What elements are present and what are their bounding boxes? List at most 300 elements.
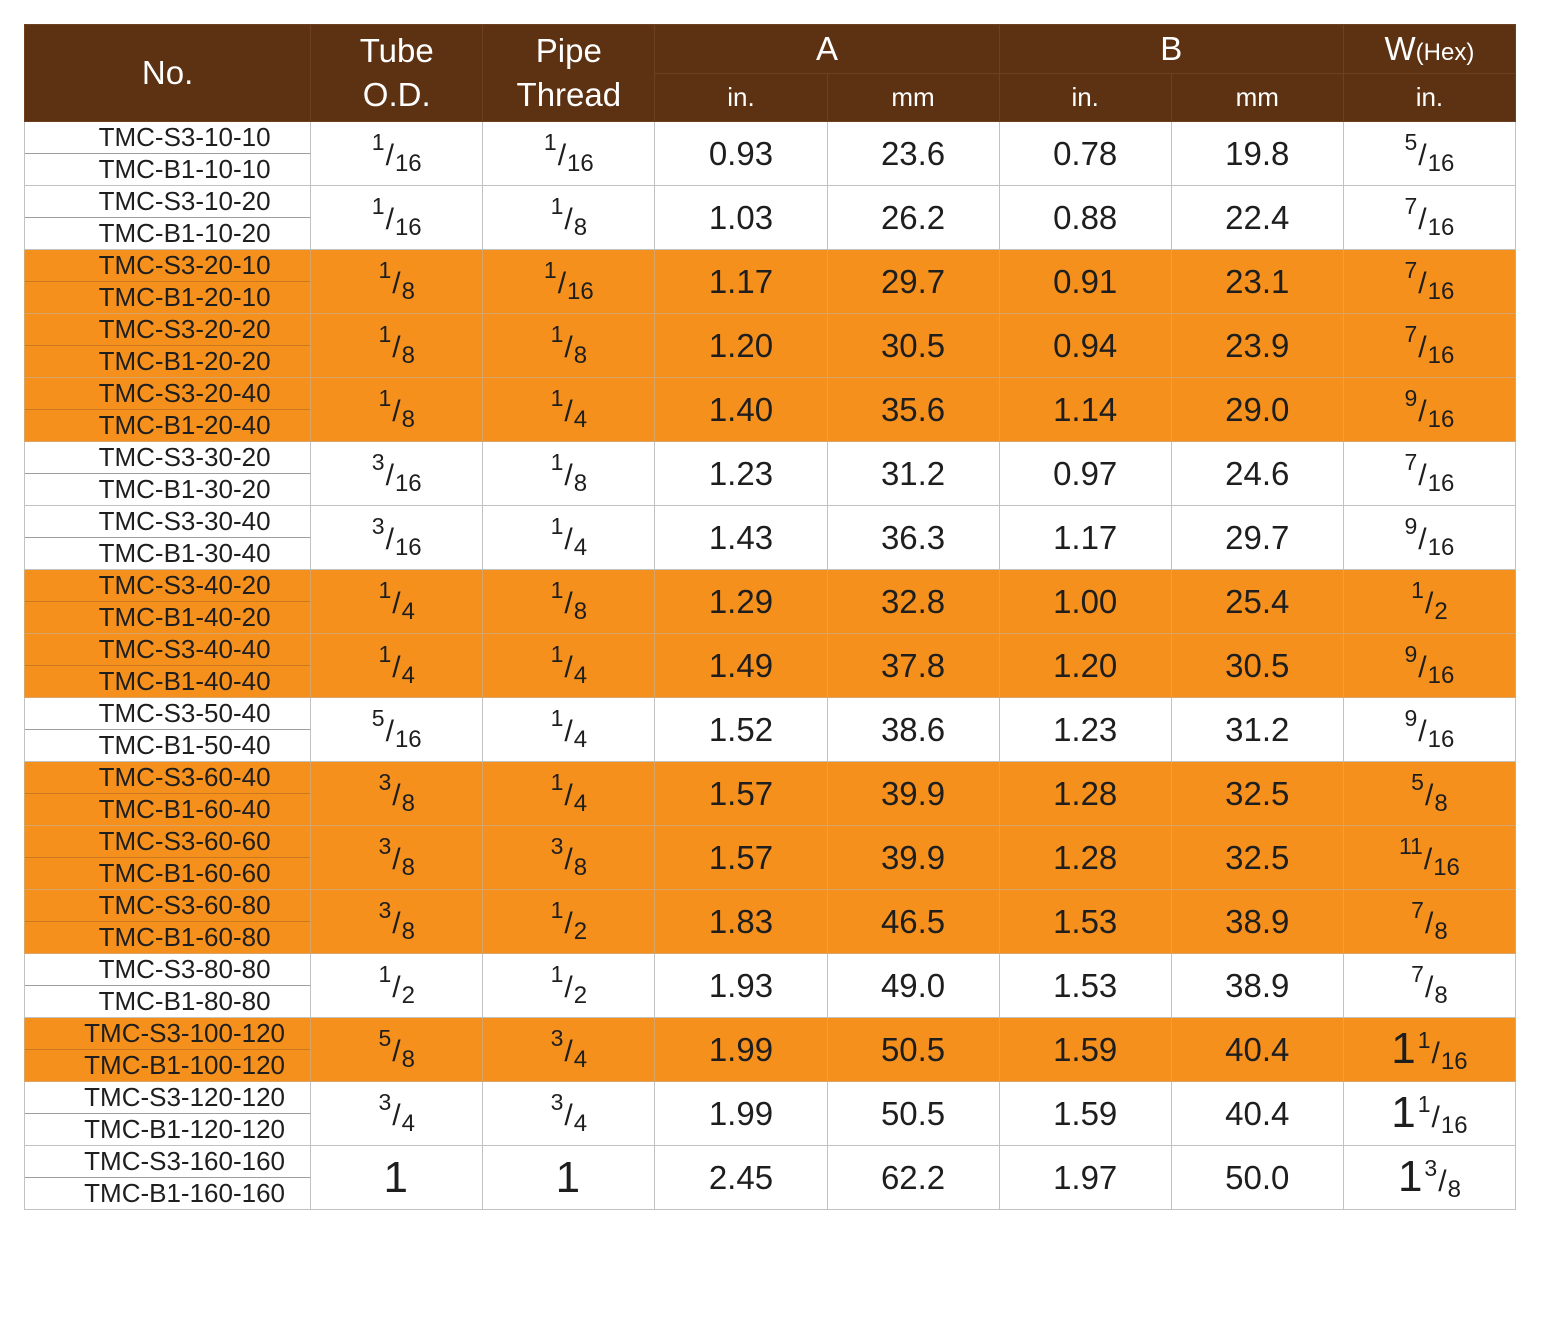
tube-od-cell bbox=[311, 442, 483, 506]
header-b-mm: mm bbox=[1171, 74, 1343, 122]
a-mm-cell: 37.8 bbox=[827, 634, 999, 698]
table-row bbox=[25, 1082, 1516, 1146]
pipe-thread-cell bbox=[483, 506, 655, 570]
numerator: 3 bbox=[1424, 1154, 1438, 1181]
fraction-slash: / bbox=[564, 459, 573, 492]
table-row bbox=[25, 378, 1516, 442]
a-in-cell: 1.57 bbox=[655, 826, 827, 890]
b-mm-cell: 22.4 bbox=[1171, 186, 1343, 250]
b-mm-cell: 32.5 bbox=[1171, 762, 1343, 826]
b-mm-cell: 24.6 bbox=[1171, 442, 1343, 506]
tube-od-cell bbox=[311, 826, 483, 890]
b-in-cell: 0.97 bbox=[999, 442, 1171, 506]
numerator: 3 bbox=[378, 833, 392, 859]
pipe-thread-value bbox=[551, 577, 588, 626]
a-in-cell: 1.43 bbox=[655, 506, 827, 570]
model-number: TMC-S3-100-120 bbox=[25, 1018, 310, 1050]
numerator: 3 bbox=[378, 1089, 392, 1115]
model-number: TMC-S3-40-40 bbox=[25, 634, 310, 666]
denominator: 16 bbox=[1427, 470, 1455, 497]
pipe-thread-value bbox=[551, 513, 588, 562]
denominator: 8 bbox=[401, 278, 415, 305]
a-in-cell: 1.93 bbox=[655, 954, 827, 1018]
denominator: 16 bbox=[394, 470, 422, 497]
b-in-cell: 1.00 bbox=[999, 570, 1171, 634]
hex-cell bbox=[1343, 826, 1515, 890]
model-number: TMC-S3-20-10 bbox=[25, 250, 310, 282]
b-in-cell: 1.59 bbox=[999, 1082, 1171, 1146]
tube-od-cell bbox=[311, 186, 483, 250]
model-number: TMC-B1-100-120 bbox=[84, 1050, 286, 1080]
numerator: 3 bbox=[371, 513, 385, 539]
numerator: 1 bbox=[1417, 1026, 1431, 1053]
numerator: 1 bbox=[550, 577, 564, 603]
model-cell bbox=[25, 634, 311, 698]
b-in-cell: 1.20 bbox=[999, 634, 1171, 698]
pipe-thread-cell bbox=[483, 698, 655, 762]
model-cell bbox=[25, 442, 311, 506]
a-mm-cell: 38.6 bbox=[827, 698, 999, 762]
model-cell bbox=[25, 762, 311, 826]
tube-od-value bbox=[378, 897, 415, 946]
model-number: TMC-B1-20-20 bbox=[98, 346, 271, 376]
fraction-slash: / bbox=[392, 1035, 401, 1068]
denominator: 16 bbox=[394, 726, 422, 753]
fraction-slash: / bbox=[1418, 523, 1427, 556]
denominator: 8 bbox=[573, 854, 588, 881]
denominator: 16 bbox=[1427, 406, 1455, 433]
tube-od-value bbox=[378, 1025, 415, 1074]
model-cell bbox=[25, 122, 311, 186]
model-number: TMC-B1-10-20 bbox=[98, 218, 271, 248]
numerator: 1 bbox=[550, 961, 564, 987]
b-mm-cell: 23.9 bbox=[1171, 314, 1343, 378]
denominator: 4 bbox=[573, 662, 588, 689]
numerator: 1 bbox=[371, 193, 385, 219]
header-w-hex bbox=[1343, 25, 1515, 74]
fraction-slash: / bbox=[1424, 971, 1434, 1004]
model-cell bbox=[25, 826, 311, 890]
hex-value bbox=[1405, 449, 1455, 498]
hex-cell bbox=[1343, 570, 1515, 634]
hex-value bbox=[1411, 897, 1448, 946]
denominator: 16 bbox=[1440, 1111, 1468, 1139]
a-in-cell: 1.20 bbox=[655, 314, 827, 378]
denominator: 4 bbox=[401, 1110, 415, 1137]
pipe-thread-value bbox=[551, 1089, 588, 1138]
a-mm-cell: 50.5 bbox=[827, 1082, 999, 1146]
fraction-slash: / bbox=[1424, 907, 1434, 940]
numerator: 7 bbox=[1404, 321, 1418, 347]
whole-number: 1 bbox=[555, 1152, 581, 1202]
fraction-slash: / bbox=[1418, 203, 1427, 236]
tube-od-value bbox=[378, 321, 415, 370]
table-row bbox=[25, 122, 1516, 186]
denominator: 16 bbox=[1427, 662, 1455, 689]
a-mm-cell: 46.5 bbox=[827, 890, 999, 954]
table-row bbox=[25, 890, 1516, 954]
model-number: TMC-B1-120-120 bbox=[84, 1114, 286, 1144]
numerator: 7 bbox=[1404, 193, 1418, 219]
tube-od-cell bbox=[311, 570, 483, 634]
numerator: 7 bbox=[1404, 257, 1418, 283]
a-mm-cell: 39.9 bbox=[827, 826, 999, 890]
fraction-slash: / bbox=[564, 651, 573, 684]
denominator: 16 bbox=[567, 150, 594, 177]
denominator: 8 bbox=[401, 918, 415, 945]
pipe-thread-cell bbox=[483, 570, 655, 634]
header-b: B bbox=[999, 25, 1343, 74]
tube-od-value bbox=[378, 257, 415, 306]
table-row bbox=[25, 250, 1516, 314]
a-in-cell: 1.49 bbox=[655, 634, 827, 698]
model-cell bbox=[25, 890, 311, 954]
hex-value bbox=[1405, 513, 1455, 562]
denominator: 4 bbox=[401, 662, 415, 689]
numerator: 3 bbox=[550, 833, 564, 859]
fraction-slash: / bbox=[557, 139, 567, 172]
denominator: 2 bbox=[401, 982, 415, 1009]
model-cell bbox=[25, 1146, 311, 1210]
hex-value bbox=[1391, 1024, 1467, 1076]
numerator: 1 bbox=[543, 129, 557, 155]
tube-od-cell bbox=[311, 506, 483, 570]
numerator: 9 bbox=[1404, 641, 1418, 667]
fraction-slash: / bbox=[392, 651, 401, 684]
a-in-cell: 1.52 bbox=[655, 698, 827, 762]
b-mm-cell: 38.9 bbox=[1171, 954, 1343, 1018]
hex-cell bbox=[1343, 762, 1515, 826]
denominator: 16 bbox=[567, 278, 594, 305]
fraction-slash: / bbox=[564, 1035, 573, 1068]
numerator: 3 bbox=[550, 1025, 564, 1051]
denominator: 8 bbox=[1434, 918, 1448, 945]
model-number: TMC-B1-10-10 bbox=[98, 154, 271, 184]
numerator: 3 bbox=[378, 769, 392, 795]
denominator: 16 bbox=[1427, 726, 1455, 753]
fraction-slash: / bbox=[564, 907, 573, 940]
pipe-thread-cell bbox=[483, 1082, 655, 1146]
pipe-thread-cell bbox=[483, 1146, 655, 1210]
fraction-slash: / bbox=[564, 715, 573, 748]
pipe-thread-value bbox=[556, 1153, 582, 1203]
b-mm-cell: 25.4 bbox=[1171, 570, 1343, 634]
pipe-thread-cell bbox=[483, 250, 655, 314]
pipe-thread-cell bbox=[483, 442, 655, 506]
b-in-cell: 1.97 bbox=[999, 1146, 1171, 1210]
denominator: 8 bbox=[573, 214, 588, 241]
a-in-cell: 1.57 bbox=[655, 762, 827, 826]
model-number: TMC-B1-60-40 bbox=[98, 794, 271, 824]
header-pipe-thread bbox=[483, 25, 655, 122]
numerator: 1 bbox=[378, 577, 392, 603]
hex-value bbox=[1405, 193, 1455, 242]
header-hex: (Hex) bbox=[1415, 39, 1475, 66]
pipe-thread-value bbox=[551, 897, 588, 946]
b-in-cell: 0.94 bbox=[999, 314, 1171, 378]
b-mm-cell: 23.1 bbox=[1171, 250, 1343, 314]
numerator: 1 bbox=[550, 513, 564, 539]
model-cell bbox=[25, 698, 311, 762]
model-number: TMC-S3-40-20 bbox=[25, 570, 310, 602]
header-no: No. bbox=[25, 25, 311, 122]
pipe-thread-cell bbox=[483, 762, 655, 826]
table-row bbox=[25, 442, 1516, 506]
a-in-cell: 1.99 bbox=[655, 1018, 827, 1082]
denominator: 2 bbox=[573, 918, 588, 945]
a-mm-cell: 32.8 bbox=[827, 570, 999, 634]
denominator: 8 bbox=[401, 1046, 415, 1073]
tube-od-cell bbox=[311, 250, 483, 314]
tube-od-cell bbox=[311, 762, 483, 826]
fraction-slash: / bbox=[564, 843, 573, 876]
a-in-cell: 0.93 bbox=[655, 122, 827, 186]
tube-od-value bbox=[378, 641, 415, 690]
numerator: 7 bbox=[1404, 449, 1418, 475]
a-mm-cell: 30.5 bbox=[827, 314, 999, 378]
numerator: 1 bbox=[378, 385, 392, 411]
a-in-cell: 1.99 bbox=[655, 1082, 827, 1146]
fraction-slash: / bbox=[1418, 139, 1427, 172]
numerator: 1 bbox=[550, 449, 564, 475]
numerator: 1 bbox=[550, 769, 564, 795]
hex-cell bbox=[1343, 1082, 1515, 1146]
fraction-slash: / bbox=[1418, 715, 1427, 748]
header-a: A bbox=[655, 25, 999, 74]
model-cell bbox=[25, 378, 311, 442]
numerator: 1 bbox=[378, 257, 392, 283]
model-number: TMC-S3-80-80 bbox=[25, 954, 310, 986]
table-row bbox=[25, 1018, 1516, 1082]
model-number: TMC-B1-40-40 bbox=[98, 666, 271, 696]
b-mm-cell: 29.0 bbox=[1171, 378, 1343, 442]
table-row bbox=[25, 698, 1516, 762]
fraction-slash: / bbox=[1418, 651, 1427, 684]
fraction-slash: / bbox=[564, 203, 573, 236]
fraction-slash: / bbox=[1423, 843, 1433, 876]
denominator: 4 bbox=[573, 406, 588, 433]
model-cell bbox=[25, 570, 311, 634]
hex-cell bbox=[1343, 442, 1515, 506]
table-row bbox=[25, 762, 1516, 826]
denominator: 2 bbox=[573, 982, 588, 1009]
pipe-thread-cell bbox=[483, 314, 655, 378]
hex-cell bbox=[1343, 378, 1515, 442]
a-in-cell: 1.03 bbox=[655, 186, 827, 250]
model-number: TMC-S3-10-20 bbox=[25, 186, 310, 218]
denominator: 8 bbox=[1447, 1175, 1461, 1203]
header-pipe-thread-line1: Pipe bbox=[535, 32, 602, 69]
denominator: 8 bbox=[1434, 790, 1448, 817]
pipe-thread-value bbox=[551, 769, 588, 818]
a-mm-cell: 31.2 bbox=[827, 442, 999, 506]
denominator: 16 bbox=[1427, 342, 1455, 369]
model-number: TMC-S3-20-20 bbox=[25, 314, 310, 346]
model-number: TMC-S3-160-160 bbox=[25, 1146, 310, 1178]
b-in-cell: 1.28 bbox=[999, 826, 1171, 890]
model-number: TMC-B1-80-80 bbox=[98, 986, 271, 1016]
hex-cell bbox=[1343, 698, 1515, 762]
numerator: 5 bbox=[378, 1025, 392, 1051]
denominator: 16 bbox=[1440, 1047, 1468, 1075]
numerator: 1 bbox=[550, 193, 564, 219]
a-mm-cell: 39.9 bbox=[827, 762, 999, 826]
table-row bbox=[25, 1146, 1516, 1210]
fraction-slash: / bbox=[392, 267, 401, 300]
pipe-thread-cell bbox=[483, 1018, 655, 1082]
numerator: 9 bbox=[1404, 513, 1418, 539]
model-number: TMC-S3-10-10 bbox=[25, 122, 310, 154]
b-in-cell: 1.53 bbox=[999, 890, 1171, 954]
pipe-thread-cell bbox=[483, 634, 655, 698]
a-in-cell: 1.29 bbox=[655, 570, 827, 634]
a-in-cell: 1.83 bbox=[655, 890, 827, 954]
hex-cell bbox=[1343, 506, 1515, 570]
denominator: 8 bbox=[401, 854, 415, 881]
fraction-slash: / bbox=[564, 779, 573, 812]
b-in-cell: 1.59 bbox=[999, 1018, 1171, 1082]
header-a-in: in. bbox=[655, 74, 827, 122]
tube-od-value bbox=[372, 193, 422, 242]
fraction-slash: / bbox=[564, 1099, 573, 1132]
model-number: TMC-B1-60-80 bbox=[98, 922, 271, 952]
fraction-slash: / bbox=[564, 587, 573, 620]
b-mm-cell: 29.7 bbox=[1171, 506, 1343, 570]
b-in-cell: 1.28 bbox=[999, 762, 1171, 826]
numerator: 5 bbox=[371, 705, 385, 731]
model-number: TMC-S3-60-40 bbox=[25, 762, 310, 794]
spec-table-body bbox=[25, 122, 1516, 1210]
hex-value bbox=[1405, 257, 1455, 306]
b-mm-cell: 30.5 bbox=[1171, 634, 1343, 698]
model-number: TMC-S3-60-80 bbox=[25, 890, 310, 922]
hex-cell bbox=[1343, 122, 1515, 186]
table-row bbox=[25, 570, 1516, 634]
denominator: 16 bbox=[394, 150, 422, 177]
numerator: 3 bbox=[378, 897, 392, 923]
whole-number: 1 bbox=[1397, 1151, 1423, 1201]
tube-od-value bbox=[378, 577, 415, 626]
model-number: TMC-B1-30-20 bbox=[98, 474, 271, 504]
pipe-thread-cell bbox=[483, 378, 655, 442]
pipe-thread-value bbox=[544, 129, 594, 178]
fraction-slash: / bbox=[1438, 1164, 1447, 1198]
hex-value bbox=[1405, 321, 1455, 370]
pipe-thread-cell bbox=[483, 186, 655, 250]
model-number: TMC-S3-120-120 bbox=[25, 1082, 310, 1114]
tube-od-value bbox=[372, 705, 422, 754]
fraction-slash: / bbox=[564, 523, 573, 556]
a-mm-cell: 50.5 bbox=[827, 1018, 999, 1082]
header-tube-od bbox=[311, 25, 483, 122]
pipe-thread-value bbox=[551, 833, 588, 882]
b-mm-cell: 40.4 bbox=[1171, 1082, 1343, 1146]
numerator: 1 bbox=[371, 129, 385, 155]
tube-od-cell bbox=[311, 1146, 483, 1210]
denominator: 4 bbox=[401, 598, 415, 625]
fraction-slash: / bbox=[392, 587, 401, 620]
denominator: 16 bbox=[394, 534, 422, 561]
pipe-thread-cell bbox=[483, 954, 655, 1018]
model-number: TMC-B1-60-60 bbox=[98, 858, 271, 888]
hex-value bbox=[1398, 1152, 1461, 1204]
hex-value bbox=[1391, 1088, 1467, 1140]
b-mm-cell: 38.9 bbox=[1171, 890, 1343, 954]
hex-cell bbox=[1343, 954, 1515, 1018]
b-mm-cell: 19.8 bbox=[1171, 122, 1343, 186]
pipe-thread-value bbox=[544, 257, 594, 306]
whole-number: 1 bbox=[383, 1152, 408, 1202]
denominator: 8 bbox=[573, 598, 588, 625]
whole-number: 1 bbox=[1391, 1023, 1416, 1073]
fraction-slash: / bbox=[1424, 587, 1434, 620]
numerator: 1 bbox=[378, 321, 392, 347]
numerator: 11 bbox=[1398, 833, 1423, 859]
fraction-slash: / bbox=[1431, 1036, 1440, 1070]
header-tube-od-line2: O.D. bbox=[362, 76, 431, 113]
pipe-thread-cell bbox=[483, 826, 655, 890]
header-tube-od-line1: Tube bbox=[359, 32, 434, 69]
fraction-slash: / bbox=[564, 331, 573, 364]
header-w: W bbox=[1384, 30, 1416, 67]
a-mm-cell: 29.7 bbox=[827, 250, 999, 314]
table-row bbox=[25, 314, 1516, 378]
pipe-thread-value bbox=[551, 449, 588, 498]
b-mm-cell: 40.4 bbox=[1171, 1018, 1343, 1082]
model-cell bbox=[25, 314, 311, 378]
hex-value bbox=[1411, 961, 1448, 1010]
fraction-slash: / bbox=[385, 715, 394, 748]
header-pipe-thread-line2: Thread bbox=[516, 76, 622, 113]
a-in-cell: 1.23 bbox=[655, 442, 827, 506]
numerator: 3 bbox=[550, 1089, 564, 1115]
a-mm-cell: 62.2 bbox=[827, 1146, 999, 1210]
numerator: 9 bbox=[1404, 705, 1418, 731]
hex-cell bbox=[1343, 1146, 1515, 1210]
tube-od-value bbox=[372, 513, 422, 562]
b-mm-cell: 50.0 bbox=[1171, 1146, 1343, 1210]
b-in-cell: 1.17 bbox=[999, 506, 1171, 570]
denominator: 2 bbox=[1434, 598, 1448, 625]
tube-od-value bbox=[378, 385, 415, 434]
denominator: 16 bbox=[1427, 534, 1455, 561]
b-in-cell: 1.23 bbox=[999, 698, 1171, 762]
table-row bbox=[25, 506, 1516, 570]
denominator: 4 bbox=[573, 1046, 588, 1073]
denominator: 8 bbox=[401, 342, 415, 369]
b-mm-cell: 31.2 bbox=[1171, 698, 1343, 762]
fraction-slash: / bbox=[392, 331, 401, 364]
hex-value bbox=[1411, 769, 1448, 818]
b-in-cell: 1.53 bbox=[999, 954, 1171, 1018]
numerator: 1 bbox=[1417, 1090, 1431, 1117]
numerator: 1 bbox=[378, 641, 392, 667]
a-in-cell: 2.45 bbox=[655, 1146, 827, 1210]
model-cell bbox=[25, 186, 311, 250]
hex-cell bbox=[1343, 634, 1515, 698]
fraction-slash: / bbox=[392, 779, 401, 812]
hex-value bbox=[1405, 385, 1455, 434]
denominator: 16 bbox=[394, 214, 422, 241]
pipe-thread-value bbox=[551, 961, 588, 1010]
tube-od-cell bbox=[311, 698, 483, 762]
fraction-slash: / bbox=[1418, 395, 1427, 428]
b-in-cell: 0.78 bbox=[999, 122, 1171, 186]
model-number: TMC-S3-20-40 bbox=[25, 378, 310, 410]
pipe-thread-value bbox=[551, 705, 588, 754]
b-in-cell: 0.88 bbox=[999, 186, 1171, 250]
table-row bbox=[25, 634, 1516, 698]
